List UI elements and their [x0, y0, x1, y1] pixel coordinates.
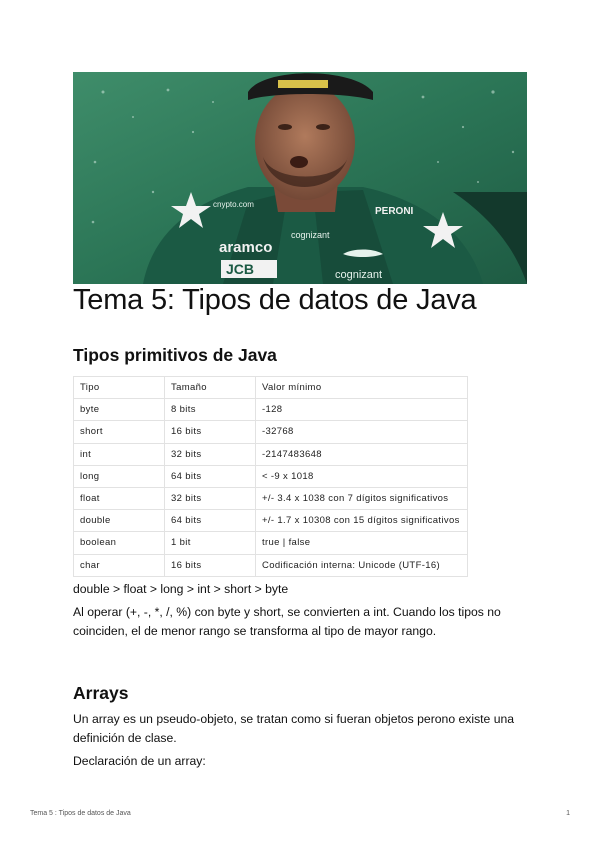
table-cell: long — [74, 465, 165, 487]
operation-note-paragraph: Al operar (+, -, *, /, %) con byte y short, se convierten a int. Cuando los tipos no coinciden, el de menor rango se transforma al tipo de mayor rango. — [73, 605, 501, 638]
footer-page-number: 1 — [566, 810, 570, 817]
arrays-declaration-text: Declaración de un array: — [73, 754, 206, 768]
table-cell: -2147483648 — [256, 443, 468, 465]
table-cell: +/- 1.7 x 10308 con 15 dígitos significativos — [256, 510, 468, 532]
footer-document-title: Tema 5 : Tipos de datos de Java — [30, 810, 131, 817]
table-cell: -128 — [256, 399, 468, 421]
table-cell: -32768 — [256, 421, 468, 443]
table-cell: 8 bits — [165, 399, 256, 421]
page-title: Tema 5: Tipos de datos de Java — [73, 284, 477, 316]
svg-text:cognizant: cognizant — [335, 269, 383, 281]
svg-text:PERONI: PERONI — [375, 206, 414, 217]
svg-text:JCB: JCB — [226, 261, 255, 277]
table-row — [74, 399, 468, 421]
svg-text:cnypto.com: cnypto.com — [213, 200, 254, 209]
table-cell: 16 bits — [165, 421, 256, 443]
section-heading-arrays: Arrays — [73, 683, 129, 703]
table-cell: double — [74, 510, 165, 532]
table-cell: Codificación interna: Unicode (UTF-16) — [256, 554, 468, 576]
hero-photo — [73, 72, 527, 284]
table-cell: 64 bits — [165, 510, 256, 532]
svg-text:cognizant: cognizant — [291, 230, 330, 240]
table-cell: char — [74, 554, 165, 576]
column-header-tipo: Tipo — [74, 377, 165, 399]
svg-text:aramco: aramco — [219, 239, 273, 256]
table-row — [74, 510, 468, 532]
table-cell: 32 bits — [165, 487, 256, 509]
table-row — [74, 532, 468, 554]
table-row — [74, 487, 468, 509]
type-order-text: double > float > long > int > short > byte — [73, 582, 289, 596]
column-header-tamano: Tamaño — [165, 377, 256, 399]
primitive-types-table — [73, 376, 468, 577]
table-cell: 32 bits — [165, 443, 256, 465]
table-cell: byte — [74, 399, 165, 421]
table-cell: 16 bits — [165, 554, 256, 576]
table-cell: short — [74, 421, 165, 443]
table-row — [74, 554, 468, 576]
table-row — [74, 465, 468, 487]
table-cell: +/- 3.4 x 1038 con 7 dígitos significativos — [256, 487, 468, 509]
table-cell: boolean — [74, 532, 165, 554]
arrays-paragraph: Un array es un pseudo-objeto, se tratan como si fueran objetos perono existe una definición de clase. — [73, 712, 515, 745]
table-cell: < -9 x 1018 — [256, 465, 468, 487]
section-heading-primitive-types: Tipos primitivos de Java — [73, 345, 277, 365]
column-header-valor-minimo: Valor mínimo — [256, 377, 468, 399]
table-cell: int — [74, 443, 165, 465]
table-header-row — [74, 377, 468, 399]
table-cell: 64 bits — [165, 465, 256, 487]
table-row — [74, 421, 468, 443]
table-cell: true | false — [256, 532, 468, 554]
table-row — [74, 443, 468, 465]
table-cell: float — [74, 487, 165, 509]
table-cell: 1 bit — [165, 532, 256, 554]
